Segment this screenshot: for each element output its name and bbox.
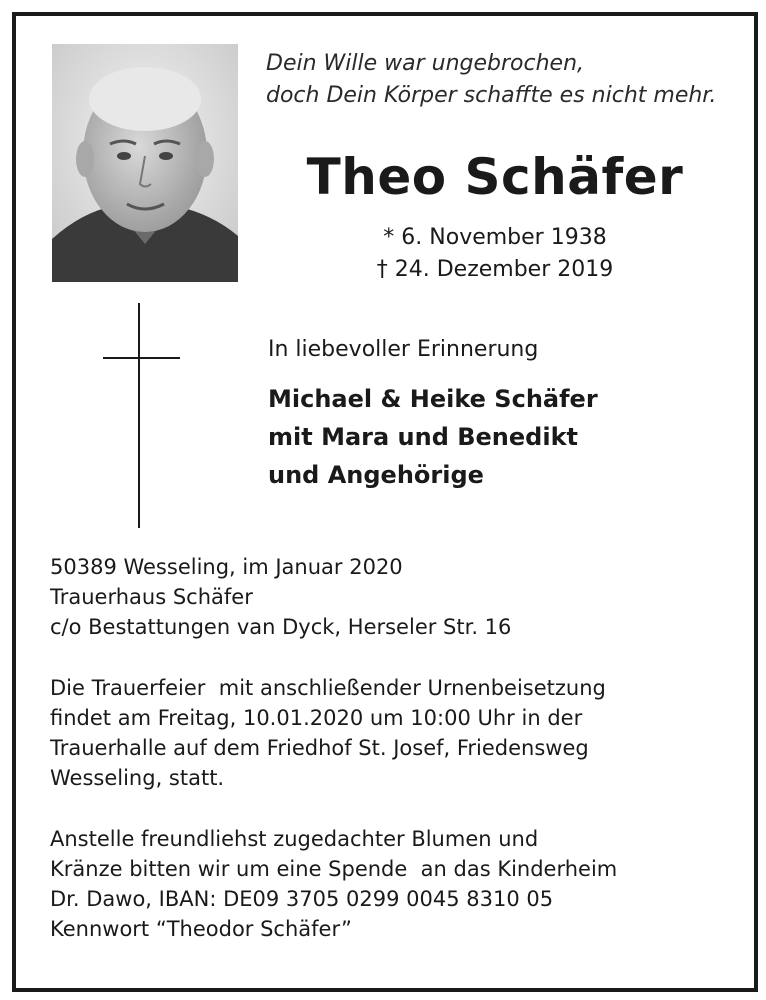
cross-icon	[138, 303, 140, 528]
address-line: c/o Bestattungen van Dyck, Herseler Str. 16	[50, 615, 512, 639]
ceremony-line: findet am Freitag, 10.01.2020 um 10:00 Uhr in der	[50, 706, 583, 730]
mourner-line: Michael & Heike Schäfer	[268, 385, 598, 413]
deceased-name: Theo Schäfer	[306, 148, 684, 206]
birth-date: * 6. November 1938	[383, 225, 607, 250]
life-dates	[320, 222, 670, 286]
address-block	[50, 552, 511, 642]
address-line: 50389 Wesseling, im Januar 2020	[50, 555, 403, 579]
ceremony-line: Die Trauerfeier mit anschließender Urnenbeisetzung	[50, 676, 606, 700]
donation-line: Kennwort “Theodor Schäfer”	[50, 917, 352, 941]
death-date: † 24. Dezember 2019	[376, 257, 614, 282]
memory-line: In liebevoller Erinnerung	[268, 337, 539, 362]
ceremony-line: Trauerhalle auf dem Friedhof St. Josef, Friedensweg	[50, 736, 589, 760]
donation-block	[50, 824, 617, 944]
address-line: Trauerhaus Schäfer	[50, 585, 253, 609]
quote-line: doch Dein Körper schaffte es nicht mehr.	[266, 83, 717, 108]
portrait-photo	[52, 44, 238, 282]
ceremony-block	[50, 673, 606, 793]
ceremony-line: Wesseling, statt.	[50, 766, 225, 790]
donation-line: Kränze bitten wir um eine Spende an das Kinderheim	[50, 857, 618, 881]
donation-line: Anstelle freundliehst zugedachter Blumen und	[50, 827, 539, 851]
portrait-image	[52, 44, 238, 282]
memorial-quote	[266, 48, 716, 112]
mourner-line: und Angehörige	[268, 461, 484, 489]
cross-icon-bar	[103, 357, 180, 359]
mourners-list	[268, 380, 598, 494]
mourner-line: mit Mara und Benedikt	[268, 423, 579, 451]
donation-line: Dr. Dawo, IBAN: DE09 3705 0299 0045 8310 05	[50, 887, 554, 911]
quote-line: Dein Wille war ungebrochen,	[266, 51, 585, 76]
